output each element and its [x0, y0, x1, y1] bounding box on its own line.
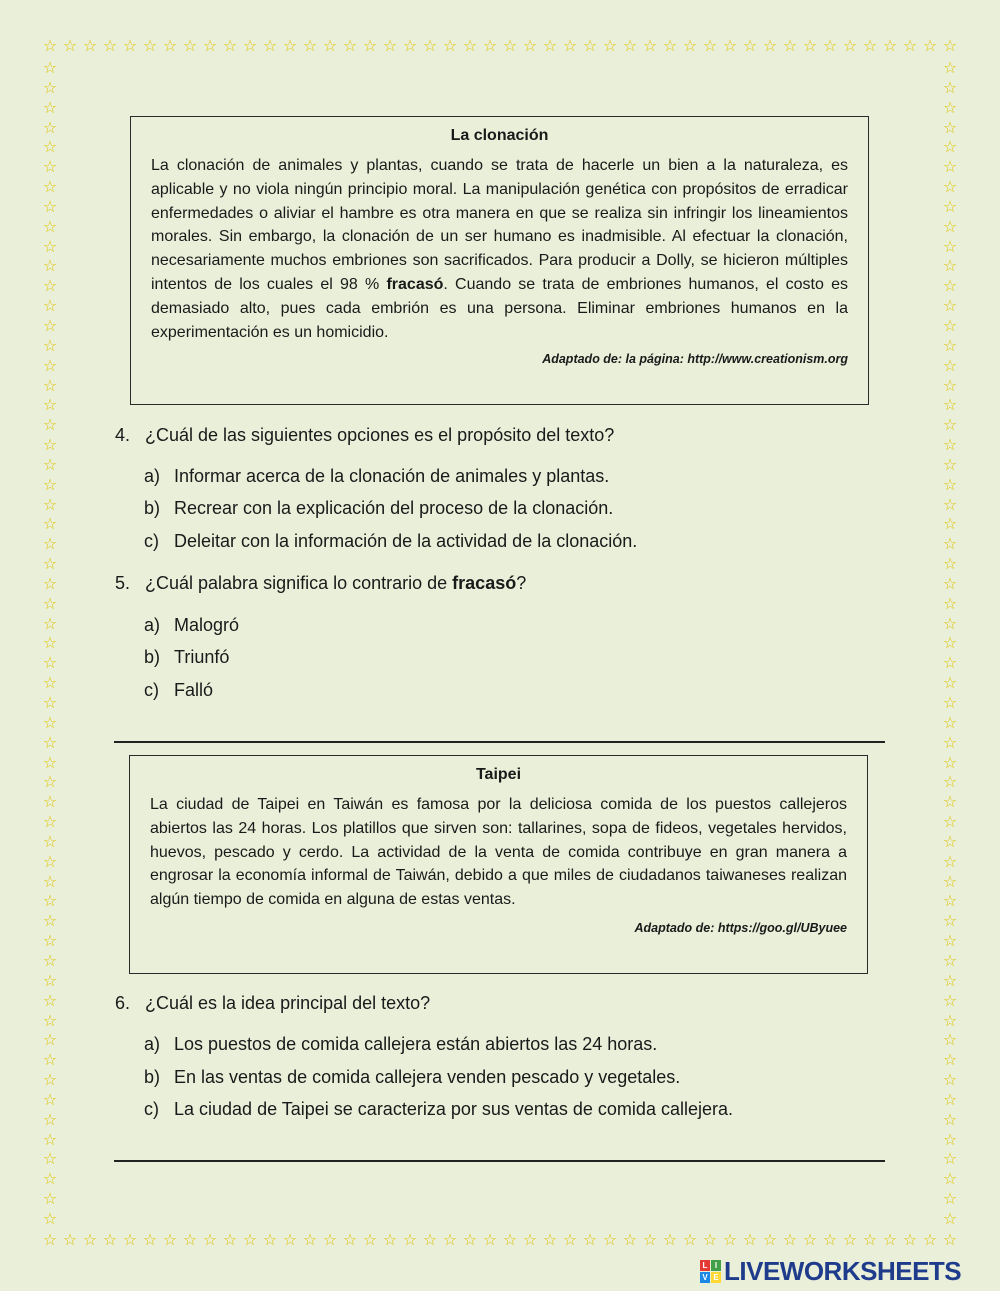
star-icon: ☆ [742, 1230, 758, 1249]
star-icon: ☆ [942, 1089, 958, 1109]
star-icon: ☆ [42, 276, 58, 296]
logo-block: L [700, 1260, 710, 1271]
star-icon: ☆ [102, 1230, 118, 1249]
star-icon: ☆ [942, 236, 958, 256]
star-icon: ☆ [422, 36, 438, 55]
star-icon: ☆ [42, 1070, 58, 1090]
star-icon: ☆ [262, 1230, 278, 1249]
star-icon: ☆ [42, 831, 58, 851]
star-icon: ☆ [42, 1050, 58, 1070]
option-text: En las ventas de comida callejera venden pescado y vegetales. [174, 1067, 681, 1087]
question-5-option-b[interactable] [144, 646, 229, 668]
star-icon: ☆ [42, 772, 58, 792]
star-icon: ☆ [442, 1230, 458, 1249]
star-icon: ☆ [42, 1189, 58, 1209]
star-icon: ☆ [842, 36, 858, 55]
star-icon: ☆ [702, 36, 718, 55]
question-5-option-a[interactable] [144, 614, 239, 636]
star-border-right [940, 58, 960, 1229]
star-icon: ☆ [942, 315, 958, 335]
question-6-option-b[interactable] [144, 1066, 680, 1088]
reading-passage-cloning [130, 116, 869, 405]
star-icon: ☆ [942, 970, 958, 990]
star-icon: ☆ [122, 36, 138, 55]
star-icon: ☆ [42, 712, 58, 732]
star-icon: ☆ [342, 1230, 358, 1249]
star-icon: ☆ [542, 36, 558, 55]
star-icon: ☆ [882, 1230, 898, 1249]
star-icon: ☆ [42, 375, 58, 395]
star-icon: ☆ [42, 613, 58, 633]
star-icon: ☆ [662, 36, 678, 55]
star-icon: ☆ [42, 534, 58, 554]
star-icon: ☆ [822, 36, 838, 55]
question-number: 6. [115, 993, 131, 1013]
star-icon: ☆ [622, 1230, 638, 1249]
question-text-end: ? [516, 573, 527, 593]
star-icon: ☆ [82, 1230, 98, 1249]
star-icon: ☆ [402, 36, 418, 55]
star-icon: ☆ [42, 673, 58, 693]
option-letter: a) [144, 466, 161, 486]
star-icon: ☆ [942, 1208, 958, 1228]
logo-wordmark: LIVEWORKSHEETS [724, 1255, 962, 1286]
option-text: La ciudad de Taipei se caracteriza por sus ventas de comida callejera. [174, 1099, 733, 1119]
star-icon: ☆ [822, 1230, 838, 1249]
star-icon: ☆ [662, 1230, 678, 1249]
star-icon: ☆ [42, 77, 58, 97]
star-border-top [40, 36, 960, 56]
star-icon: ☆ [882, 36, 898, 55]
star-icon: ☆ [42, 931, 58, 951]
reading-passage-taipei [129, 755, 868, 974]
star-icon: ☆ [42, 296, 58, 316]
star-icon: ☆ [202, 1230, 218, 1249]
option-letter: b) [144, 647, 161, 667]
star-icon: ☆ [402, 1230, 418, 1249]
star-icon: ☆ [942, 693, 958, 712]
star-icon: ☆ [582, 1230, 598, 1249]
star-icon: ☆ [942, 355, 958, 375]
passage-title: Taipei [475, 766, 522, 783]
star-icon: ☆ [242, 1230, 258, 1249]
option-letter: b) [144, 498, 161, 518]
star-icon: ☆ [942, 196, 958, 216]
star-icon: ☆ [282, 36, 298, 55]
star-icon: ☆ [42, 911, 58, 931]
star-icon: ☆ [162, 1230, 178, 1249]
star-icon: ☆ [42, 1030, 58, 1050]
star-icon: ☆ [942, 732, 958, 752]
star-icon: ☆ [942, 454, 958, 474]
passage-text-part: La clonación de animales y plantas, cuando se trata de hacerle un bien a la naturaleza, es aplicable y no viola ningún principio moral. La manipulación genética con propósitos de erradicar enfermedades o aliviar el hambre es otra manera en que se realiza sin infringir los lineamientos morales. Sin embargo, la clonación de un ser humano es inadmisible. Al efectuar la clonación, necesariamente muchos embriones son sacrificados. Para producir a Dolly, se hicieron múltiples intentos de los cuales el 98 % [151, 157, 848, 293]
star-icon: ☆ [942, 831, 958, 851]
star-icon: ☆ [942, 1169, 958, 1189]
question-text: ¿Cuál de las siguientes opciones es el propósito del texto? [145, 425, 615, 445]
star-icon: ☆ [942, 752, 958, 772]
star-icon: ☆ [942, 653, 958, 673]
star-icon: ☆ [42, 474, 58, 494]
star-icon: ☆ [942, 296, 958, 316]
star-icon: ☆ [42, 970, 58, 990]
star-icon: ☆ [942, 891, 958, 911]
star-icon: ☆ [942, 216, 958, 236]
star-icon: ☆ [942, 97, 958, 117]
star-icon: ☆ [42, 653, 58, 673]
star-icon: ☆ [42, 891, 58, 911]
star-icon: ☆ [942, 1070, 958, 1090]
star-icon: ☆ [942, 276, 958, 296]
liveworksheets-logo [700, 1256, 961, 1286]
passage-source: Adaptado de: la página: http://www.creationism.org [542, 352, 848, 367]
star-icon: ☆ [942, 931, 958, 951]
star-icon: ☆ [942, 395, 958, 415]
option-text: Recrear con la explicación del proceso de la clonación. [174, 498, 614, 518]
star-icon: ☆ [942, 177, 958, 197]
star-icon: ☆ [782, 1230, 798, 1249]
star-icon: ☆ [582, 36, 598, 55]
star-icon: ☆ [942, 792, 958, 812]
star-icon: ☆ [42, 494, 58, 514]
star-icon: ☆ [762, 1230, 778, 1249]
question-4 [115, 424, 614, 446]
star-icon: ☆ [942, 851, 958, 871]
star-icon: ☆ [62, 36, 78, 55]
star-icon: ☆ [42, 514, 58, 534]
highlighted-word: fracasó [386, 275, 444, 293]
star-icon: ☆ [222, 1230, 238, 1249]
highlighted-word: fracasó [452, 573, 517, 593]
star-icon: ☆ [902, 36, 918, 55]
star-icon: ☆ [382, 1230, 398, 1249]
star-icon: ☆ [42, 236, 58, 256]
star-icon: ☆ [942, 1109, 958, 1129]
star-icon: ☆ [42, 454, 58, 474]
star-icon: ☆ [942, 77, 958, 97]
star-icon: ☆ [802, 1230, 818, 1249]
star-icon: ☆ [862, 1230, 878, 1249]
star-icon: ☆ [942, 514, 958, 534]
star-icon: ☆ [42, 137, 58, 157]
star-icon: ☆ [942, 36, 958, 55]
star-icon: ☆ [942, 1010, 958, 1030]
star-icon: ☆ [942, 415, 958, 435]
star-icon: ☆ [462, 36, 478, 55]
star-icon: ☆ [942, 474, 958, 494]
star-icon: ☆ [942, 58, 958, 77]
star-icon: ☆ [942, 593, 958, 613]
star-icon: ☆ [42, 58, 58, 77]
star-icon: ☆ [522, 36, 538, 55]
star-icon: ☆ [482, 36, 498, 55]
star-icon: ☆ [42, 633, 58, 653]
option-letter: a) [144, 615, 161, 635]
star-icon: ☆ [942, 256, 958, 276]
star-icon: ☆ [242, 36, 258, 55]
question-text: ¿Cuál es la idea principal del texto? [145, 993, 431, 1013]
option-text: Triunfó [174, 647, 230, 667]
star-icon: ☆ [602, 1230, 618, 1249]
star-icon: ☆ [942, 911, 958, 931]
option-text: Los puestos de comida callejera están abiertos las 24 horas. [174, 1034, 658, 1054]
star-icon: ☆ [942, 137, 958, 157]
star-icon: ☆ [322, 36, 338, 55]
star-icon: ☆ [42, 950, 58, 970]
star-icon: ☆ [322, 1230, 338, 1249]
star-icon: ☆ [42, 395, 58, 415]
star-icon: ☆ [922, 36, 938, 55]
star-icon: ☆ [922, 1230, 938, 1249]
star-icon: ☆ [942, 117, 958, 137]
option-letter: a) [144, 1034, 161, 1054]
star-icon: ☆ [682, 1230, 698, 1249]
star-icon: ☆ [42, 593, 58, 613]
star-icon: ☆ [522, 1230, 538, 1249]
star-icon: ☆ [482, 1230, 498, 1249]
star-icon: ☆ [42, 573, 58, 593]
star-icon: ☆ [702, 1230, 718, 1249]
star-icon: ☆ [942, 335, 958, 355]
passage-text [151, 154, 848, 344]
star-icon: ☆ [942, 871, 958, 891]
star-icon: ☆ [942, 772, 958, 792]
question-4-option-b[interactable] [144, 497, 613, 519]
question-5-option-c[interactable] [144, 679, 213, 701]
star-icon: ☆ [42, 1089, 58, 1109]
star-icon: ☆ [942, 1189, 958, 1209]
star-icon: ☆ [182, 36, 198, 55]
star-icon: ☆ [942, 534, 958, 554]
star-icon: ☆ [62, 1230, 78, 1249]
star-icon: ☆ [42, 792, 58, 812]
star-icon: ☆ [942, 435, 958, 455]
star-icon: ☆ [302, 36, 318, 55]
star-icon: ☆ [42, 97, 58, 117]
star-icon: ☆ [862, 36, 878, 55]
star-icon: ☆ [42, 1208, 58, 1228]
star-icon: ☆ [202, 36, 218, 55]
star-icon: ☆ [462, 1230, 478, 1249]
star-icon: ☆ [142, 1230, 158, 1249]
star-icon: ☆ [942, 712, 958, 732]
logo-blocks [700, 1260, 721, 1283]
logo-block: I [711, 1260, 721, 1271]
question-5 [115, 572, 526, 594]
passage-title: La clonación [450, 127, 549, 144]
star-icon: ☆ [642, 1230, 658, 1249]
star-icon: ☆ [762, 36, 778, 55]
star-icon: ☆ [942, 554, 958, 574]
star-icon: ☆ [722, 1230, 738, 1249]
star-icon: ☆ [42, 871, 58, 891]
star-icon: ☆ [42, 812, 58, 832]
star-icon: ☆ [942, 673, 958, 693]
star-icon: ☆ [942, 633, 958, 653]
star-icon: ☆ [942, 1050, 958, 1070]
option-letter: c) [144, 680, 159, 700]
question-text: ¿Cuál palabra significa lo contrario de [145, 573, 453, 593]
star-icon: ☆ [802, 36, 818, 55]
logo-block: V [700, 1272, 710, 1283]
star-icon: ☆ [42, 1129, 58, 1149]
star-icon: ☆ [362, 1230, 378, 1249]
star-icon: ☆ [42, 1230, 58, 1249]
star-icon: ☆ [42, 415, 58, 435]
star-icon: ☆ [622, 36, 638, 55]
star-icon: ☆ [222, 36, 238, 55]
star-icon: ☆ [782, 36, 798, 55]
star-icon: ☆ [182, 1230, 198, 1249]
star-icon: ☆ [942, 1129, 958, 1149]
star-icon: ☆ [42, 36, 58, 55]
question-4-option-c[interactable] [144, 530, 637, 552]
star-icon: ☆ [942, 157, 958, 177]
star-icon: ☆ [162, 36, 178, 55]
question-6-option-c[interactable] [144, 1098, 733, 1120]
question-6 [115, 992, 430, 1014]
star-icon: ☆ [42, 117, 58, 137]
star-icon: ☆ [602, 36, 618, 55]
star-icon: ☆ [102, 36, 118, 55]
star-icon: ☆ [42, 1149, 58, 1169]
question-number: 5. [115, 573, 131, 593]
star-icon: ☆ [302, 1230, 318, 1249]
option-text: Falló [174, 680, 214, 700]
star-icon: ☆ [502, 1230, 518, 1249]
star-icon: ☆ [42, 335, 58, 355]
option-letter: c) [144, 531, 159, 551]
star-icon: ☆ [842, 1230, 858, 1249]
star-icon: ☆ [942, 613, 958, 633]
star-icon: ☆ [942, 990, 958, 1010]
star-icon: ☆ [942, 1230, 958, 1249]
star-icon: ☆ [42, 256, 58, 276]
star-icon: ☆ [902, 1230, 918, 1249]
star-icon: ☆ [342, 36, 358, 55]
star-icon: ☆ [722, 36, 738, 55]
star-icon: ☆ [942, 573, 958, 593]
star-icon: ☆ [42, 732, 58, 752]
option-text: Malogró [174, 615, 240, 635]
star-icon: ☆ [942, 375, 958, 395]
question-number: 4. [115, 425, 131, 445]
option-text: Informar acerca de la clonación de animales y plantas. [174, 466, 610, 486]
star-icon: ☆ [362, 36, 378, 55]
star-icon: ☆ [542, 1230, 558, 1249]
star-icon: ☆ [42, 315, 58, 335]
star-icon: ☆ [742, 36, 758, 55]
star-border-left [40, 58, 60, 1229]
star-icon: ☆ [262, 36, 278, 55]
star-icon: ☆ [122, 1230, 138, 1249]
passage-text: La ciudad de Taipei en Taiwán es famosa por la deliciosa comida de los puestos callejeros abiertos las 24 horas. Los platillos que sirven son: tallarines, sopa de fideos, vegetales hervidos, huevos, pescado y cerdo. La actividad de la venta de comida contribuye en gran manera a engrosar la economía informal de Taiwán, debido a que miles de ciudadanos taiwaneses realizan algún tiempo de comida en alguna de estas ventas. [150, 796, 847, 909]
star-icon: ☆ [562, 36, 578, 55]
star-icon: ☆ [942, 494, 958, 514]
star-icon: ☆ [42, 1109, 58, 1129]
section-divider [114, 1160, 885, 1162]
star-icon: ☆ [142, 36, 158, 55]
passage-source: Adaptado de: https://goo.gl/UByuee [634, 920, 847, 935]
star-border-bottom [40, 1230, 960, 1250]
question-4-option-a[interactable] [144, 465, 609, 487]
star-icon: ☆ [42, 1010, 58, 1030]
star-icon: ☆ [42, 851, 58, 871]
star-icon: ☆ [942, 950, 958, 970]
option-text: Deleitar con la información de la actividad de la clonación. [174, 531, 638, 551]
star-icon: ☆ [562, 1230, 578, 1249]
star-icon: ☆ [42, 990, 58, 1010]
star-icon: ☆ [42, 355, 58, 375]
star-icon: ☆ [942, 1149, 958, 1169]
option-letter: b) [144, 1067, 161, 1087]
star-icon: ☆ [442, 36, 458, 55]
star-icon: ☆ [42, 554, 58, 574]
star-icon: ☆ [42, 196, 58, 216]
passage-text-part: . Cuando se trata de embriones humanos, el costo es demasiado alto, pues cada embrión es una persona. Eliminar embriones humanos en la experimentación es un homicidio. [151, 275, 849, 341]
logo-block: E [711, 1272, 721, 1283]
star-icon: ☆ [42, 693, 58, 712]
star-icon: ☆ [42, 1169, 58, 1189]
star-icon: ☆ [42, 177, 58, 197]
star-icon: ☆ [282, 1230, 298, 1249]
star-icon: ☆ [422, 1230, 438, 1249]
star-icon: ☆ [942, 1030, 958, 1050]
star-icon: ☆ [42, 216, 58, 236]
question-6-option-a[interactable] [144, 1033, 657, 1055]
star-icon: ☆ [382, 36, 398, 55]
star-icon: ☆ [682, 36, 698, 55]
star-icon: ☆ [42, 435, 58, 455]
star-icon: ☆ [642, 36, 658, 55]
star-icon: ☆ [42, 157, 58, 177]
star-icon: ☆ [82, 36, 98, 55]
star-icon: ☆ [502, 36, 518, 55]
section-divider [114, 741, 885, 743]
star-icon: ☆ [942, 812, 958, 832]
star-icon: ☆ [42, 752, 58, 772]
option-letter: c) [144, 1099, 159, 1119]
